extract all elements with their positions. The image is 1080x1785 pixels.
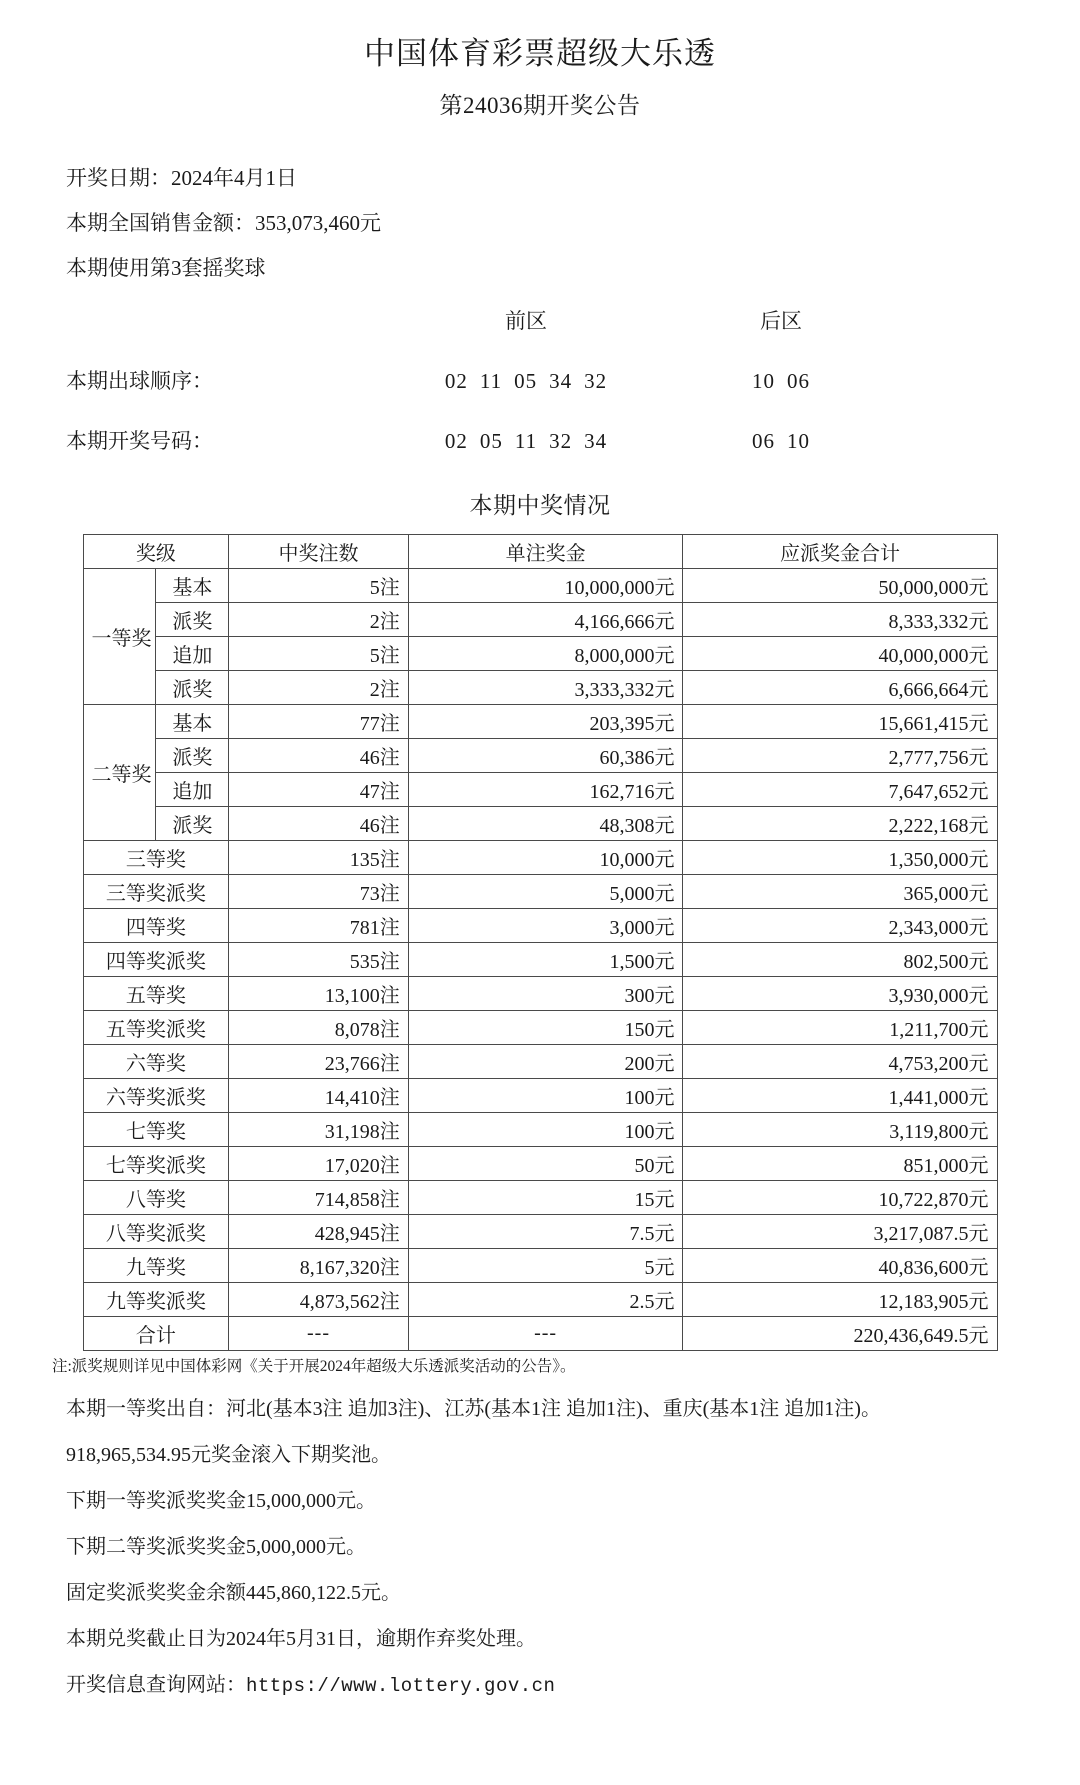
cell-single: 162,716元: [408, 773, 683, 807]
winning-numbers-label: 本期开奖号码：: [66, 429, 213, 453]
cell-count: 4,873,562注: [229, 1283, 408, 1317]
cell-single: 100元: [408, 1113, 683, 1147]
table-row: [83, 671, 997, 705]
ball-order-back-numbers: [676, 369, 886, 394]
cell-count: 73注: [229, 875, 408, 909]
header-count: 中奖注数: [229, 535, 408, 569]
cell-count: 5注: [229, 569, 408, 603]
cell-count: 14,410注: [229, 1079, 408, 1113]
table-row: [83, 569, 997, 603]
cell-grade: 三等奖派奖: [83, 875, 229, 909]
cell-count: 23,766注: [229, 1045, 408, 1079]
cell-total: 8,333,332元: [683, 603, 997, 637]
query-website-label: 开奖信息查询网站：: [66, 1673, 246, 1696]
cell-total: 365,000元: [683, 875, 997, 909]
ball: 05: [479, 429, 503, 453]
cell-total: 2,777,756元: [683, 739, 997, 773]
cell-total: 7,647,652元: [683, 773, 997, 807]
ball: 10: [787, 429, 810, 453]
ball: 02: [444, 429, 468, 453]
ball: 34: [549, 369, 573, 393]
grade-sub-label: 派奖: [156, 671, 229, 705]
summary-single: ---: [408, 1317, 683, 1351]
cell-single: 5元: [408, 1249, 683, 1283]
cell-count: 46注: [229, 807, 408, 841]
cell-count: 2注: [229, 603, 408, 637]
cell-grade: 五等奖派奖: [83, 1011, 229, 1045]
ball-set-line: 本期使用第3套摇奖球: [66, 256, 266, 280]
summary-count: ---: [229, 1317, 408, 1351]
summary-label: 合计: [83, 1317, 229, 1351]
cell-total: 802,500元: [683, 943, 997, 977]
cell-count: 428,945注: [229, 1215, 408, 1249]
query-website-url[interactable]: https://www.lottery.gov.cn: [246, 1674, 556, 1697]
cell-grade: 四等奖派奖: [83, 943, 229, 977]
cell-total: 1,211,700元: [683, 1011, 997, 1045]
winning-back-numbers: [676, 429, 886, 454]
next-second-prize-bonus: 下期二等奖派奖奖金5,000,000元。: [66, 1535, 366, 1558]
winning-front-numbers: [376, 429, 676, 454]
table-row: [83, 977, 997, 1011]
cell-count: 8,167,320注: [229, 1249, 408, 1283]
page-subtitle: 第24036期开奖公告: [439, 93, 641, 118]
cell-single: 200元: [408, 1045, 683, 1079]
cell-grade: 八等奖派奖: [83, 1215, 229, 1249]
grade-sub-label: 派奖: [156, 603, 229, 637]
header-grade: 奖级: [83, 535, 229, 569]
table-row: [83, 909, 997, 943]
cell-total: 3,930,000元: [683, 977, 997, 1011]
cell-count: 781注: [229, 909, 408, 943]
ball: 02: [444, 369, 468, 393]
table-row: [83, 1045, 997, 1079]
cell-count: 77注: [229, 705, 408, 739]
table-row: [83, 875, 997, 909]
table-row: [83, 807, 997, 841]
rollover-amount: 918,965,534.95元奖金滚入下期奖池。: [66, 1443, 391, 1466]
table-row: [83, 1079, 997, 1113]
ball: 05: [514, 369, 538, 393]
cell-single: 8,000,000元: [408, 637, 683, 671]
cell-single: 7.5元: [408, 1215, 683, 1249]
back-zone-label: 后区: [760, 309, 802, 333]
cell-single: 15元: [408, 1181, 683, 1215]
cell-grade: 六等奖派奖: [83, 1079, 229, 1113]
ball-order-label: 本期出球顺序：: [66, 369, 213, 393]
cell-total: 15,661,415元: [683, 705, 997, 739]
ball: 34: [584, 429, 608, 453]
cell-count: 714,858注: [229, 1181, 408, 1215]
cell-total: 12,183,905元: [683, 1283, 997, 1317]
header-total: 应派奖金合计: [683, 535, 997, 569]
zone-header-row: [26, 305, 1054, 335]
cell-grade: 九等奖派奖: [83, 1283, 229, 1317]
cell-single: 3,333,332元: [408, 671, 683, 705]
cell-single: 100元: [408, 1079, 683, 1113]
table-row: [83, 943, 997, 977]
winning-numbers-row: [26, 425, 1054, 455]
next-first-prize-bonus: 下期一等奖派奖奖金15,000,000元。: [66, 1489, 376, 1512]
draw-info-block: [26, 168, 1054, 279]
cell-single: 2.5元: [408, 1283, 683, 1317]
cell-single: 10,000元: [408, 841, 683, 875]
cell-count: 2注: [229, 671, 408, 705]
ball: 32: [549, 429, 573, 453]
table-row: [83, 841, 997, 875]
fixed-prize-balance: 固定奖派奖奖金余额445,860,122.5元。: [66, 1581, 401, 1604]
cell-count: 31,198注: [229, 1113, 408, 1147]
cell-count: 17,020注: [229, 1147, 408, 1181]
cell-total: 40,000,000元: [683, 637, 997, 671]
grade-sub-label: 追加: [156, 637, 229, 671]
cell-single: 48,308元: [408, 807, 683, 841]
table-row: [83, 1181, 997, 1215]
table-row: [83, 1283, 997, 1317]
zone-header-spacer: [66, 305, 376, 335]
grade-group-label: 一等奖: [83, 569, 156, 705]
table-header-row: [83, 535, 997, 569]
table-row: [83, 705, 997, 739]
front-zone-label: 前区: [505, 309, 547, 333]
header-single: 单注奖金: [408, 535, 683, 569]
cell-single: 203,395元: [408, 705, 683, 739]
prize-table: [83, 534, 998, 1351]
cell-single: 4,166,666元: [408, 603, 683, 637]
table-row: [83, 1147, 997, 1181]
cell-count: 135注: [229, 841, 408, 875]
ball-order-row: [26, 365, 1054, 395]
table-row: [83, 739, 997, 773]
sales-amount-line: 本期全国销售金额：353,073,460元: [66, 211, 381, 235]
cell-count: 13,100注: [229, 977, 408, 1011]
table-row: [83, 773, 997, 807]
prize-table-caption: 本期中奖情况: [469, 493, 611, 518]
cell-total: 3,119,800元: [683, 1113, 997, 1147]
cell-total: 1,441,000元: [683, 1079, 997, 1113]
ball: 11: [479, 369, 503, 393]
cell-total: 10,722,870元: [683, 1181, 997, 1215]
ball: 32: [584, 369, 608, 393]
cell-single: 10,000,000元: [408, 569, 683, 603]
page-title: 中国体育彩票超级大乐透: [364, 36, 716, 71]
cell-total: 851,000元: [683, 1147, 997, 1181]
ball: 10: [752, 369, 775, 393]
cell-grade: 三等奖: [83, 841, 229, 875]
grade-sub-label: 追加: [156, 773, 229, 807]
table-row: [83, 1113, 997, 1147]
cell-total: 2,343,000元: [683, 909, 997, 943]
table-row: [83, 1215, 997, 1249]
ball: 06: [752, 429, 775, 453]
cell-single: 300元: [408, 977, 683, 1011]
claim-deadline: 本期兑奖截止日为2024年5月31日，逾期作弃奖处理。: [66, 1627, 536, 1650]
cell-single: 3,000元: [408, 909, 683, 943]
cell-grade: 九等奖: [83, 1249, 229, 1283]
cell-single: 1,500元: [408, 943, 683, 977]
cell-total: 4,753,200元: [683, 1045, 997, 1079]
summary-total: 220,436,649.5元: [683, 1317, 997, 1351]
query-website-line: [66, 1670, 1054, 1701]
cell-total: 3,217,087.5元: [683, 1215, 997, 1249]
grade-sub-label: 基本: [156, 705, 229, 739]
cell-grade: 六等奖: [83, 1045, 229, 1079]
table-row: [83, 1249, 997, 1283]
cell-count: 8,078注: [229, 1011, 408, 1045]
cell-count: 46注: [229, 739, 408, 773]
cell-single: 150元: [408, 1011, 683, 1045]
draw-date-line: 开奖日期：2024年4月1日: [66, 166, 297, 190]
cell-grade: 七等奖派奖: [83, 1147, 229, 1181]
cell-count: 5注: [229, 637, 408, 671]
table-row: [83, 603, 997, 637]
cell-total: 6,666,664元: [683, 671, 997, 705]
table-row: [83, 637, 997, 671]
grade-sub-label: 派奖: [156, 807, 229, 841]
bonus-rule-note: 注:派奖规则详见中国体彩网《关于开展2024年超级大乐透派奖活动的公告》。: [52, 1358, 576, 1375]
cell-grade: 五等奖: [83, 977, 229, 1011]
cell-total: 2,222,168元: [683, 807, 997, 841]
ball-order-front-numbers: [376, 369, 676, 394]
prize-table-body: [83, 569, 997, 1351]
cell-single: 50元: [408, 1147, 683, 1181]
ball: 11: [514, 429, 538, 453]
ball: 06: [787, 369, 810, 393]
grade-sub-label: 基本: [156, 569, 229, 603]
cell-total: 1,350,000元: [683, 841, 997, 875]
grade-group-label: 二等奖: [83, 705, 156, 841]
cell-count: 535注: [229, 943, 408, 977]
cell-grade: 四等奖: [83, 909, 229, 943]
cell-total: 50,000,000元: [683, 569, 997, 603]
grade-sub-label: 派奖: [156, 739, 229, 773]
cell-single: 60,386元: [408, 739, 683, 773]
cell-grade: 七等奖: [83, 1113, 229, 1147]
cell-total: 40,836,600元: [683, 1249, 997, 1283]
cell-grade: 八等奖: [83, 1181, 229, 1215]
table-summary-row: [83, 1317, 997, 1351]
cell-single: 5,000元: [408, 875, 683, 909]
table-row: [83, 1011, 997, 1045]
cell-count: 47注: [229, 773, 408, 807]
first-prize-source: 本期一等奖出自：河北(基本3注 追加3注)、江苏(基本1注 追加1注)、重庆(基本1注 追加1注)。: [66, 1397, 881, 1420]
